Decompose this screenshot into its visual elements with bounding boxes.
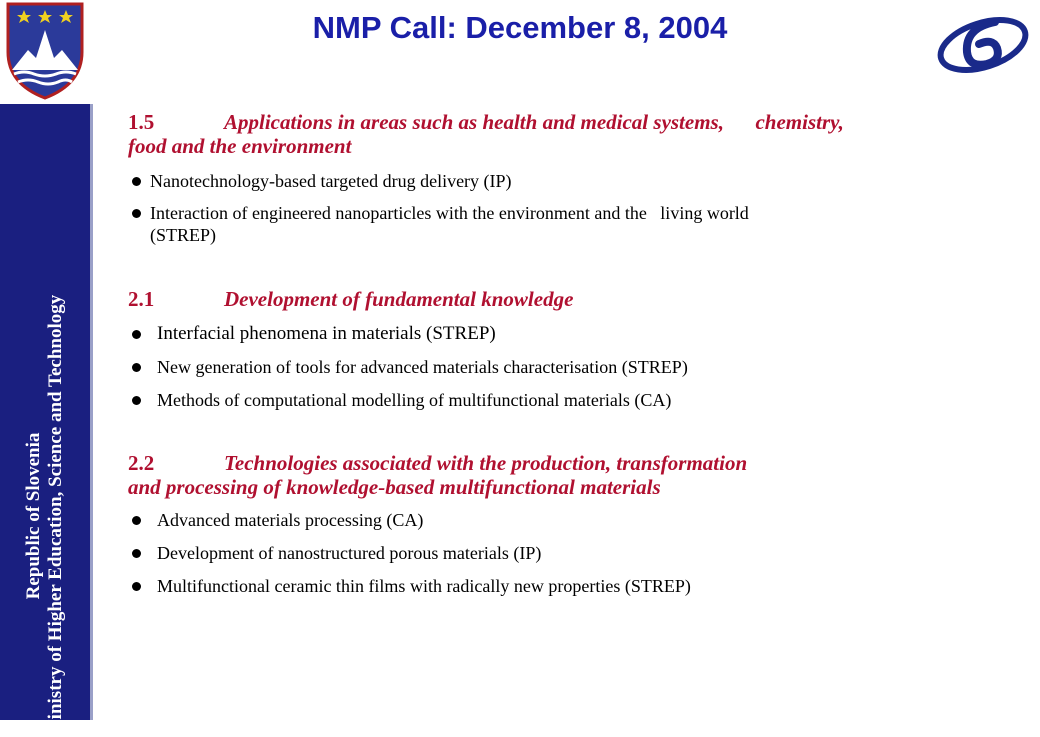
- bullet-icon: [132, 177, 141, 186]
- list-item: New generation of tools for advanced materials characterisation (STREP): [128, 356, 1028, 378]
- list-item: Advanced materials processing (CA): [128, 509, 1028, 531]
- sidebar-line-country: Republic of Slovenia: [23, 432, 44, 600]
- slide-content: [128, 110, 1028, 597]
- section-heading-line2: and processing of knowledge-based multifunctional materials: [128, 475, 661, 499]
- sidebar-line-ministry: Ministry of Higher Education, Science and Technology: [45, 294, 66, 737]
- list-item: Development of nanostructured porous materials (IP): [128, 542, 1028, 564]
- bullet-icon: [132, 516, 141, 525]
- section-number: 2.1: [128, 287, 155, 311]
- list-item: Interaction of engineered nanoparticles with the environment and the living world: [128, 202, 1028, 224]
- section-heading-line2: food and the environment: [128, 134, 352, 158]
- bullet-icon: [132, 396, 141, 405]
- list-item-continuation: (STREP): [150, 225, 217, 245]
- sidebar-banner: [0, 104, 93, 737]
- bullet-icon: [132, 330, 141, 339]
- section-heading-line1: Technologies associated with the production, transformation: [224, 451, 748, 475]
- section-heading-line1: Applications in areas such as health and medical systems, chemistry,: [224, 110, 844, 134]
- section-heading: [128, 287, 1028, 311]
- section-number: 1.5: [128, 110, 155, 134]
- sidebar-text: [23, 295, 67, 737]
- list-item: Interfacial phenomena in materials (STREP): [128, 323, 1028, 345]
- section-heading: [128, 110, 1028, 134]
- section-heading-line1: Development of fundamental knowledge: [224, 287, 574, 311]
- list-item: Multifunctional ceramic thin films with radically new properties (STREP): [128, 575, 1028, 597]
- list-item: Nanotechnology-based targeted drug delivery (IP): [128, 170, 1028, 192]
- bullet-icon: [132, 209, 141, 218]
- bullet-icon: [132, 549, 141, 558]
- page-title: NMP Call: December 8, 2004: [312, 10, 728, 45]
- bullet-icon: [132, 363, 141, 372]
- section-1-5: [128, 110, 1028, 246]
- section-heading: [128, 451, 1028, 475]
- section-number: 2.2: [128, 451, 155, 475]
- section-2-2: [128, 451, 1028, 597]
- bullet-icon: [132, 582, 141, 591]
- list-item: Methods of computational modelling of multifunctional materials (CA): [128, 389, 1028, 411]
- section-2-1: [128, 287, 1028, 411]
